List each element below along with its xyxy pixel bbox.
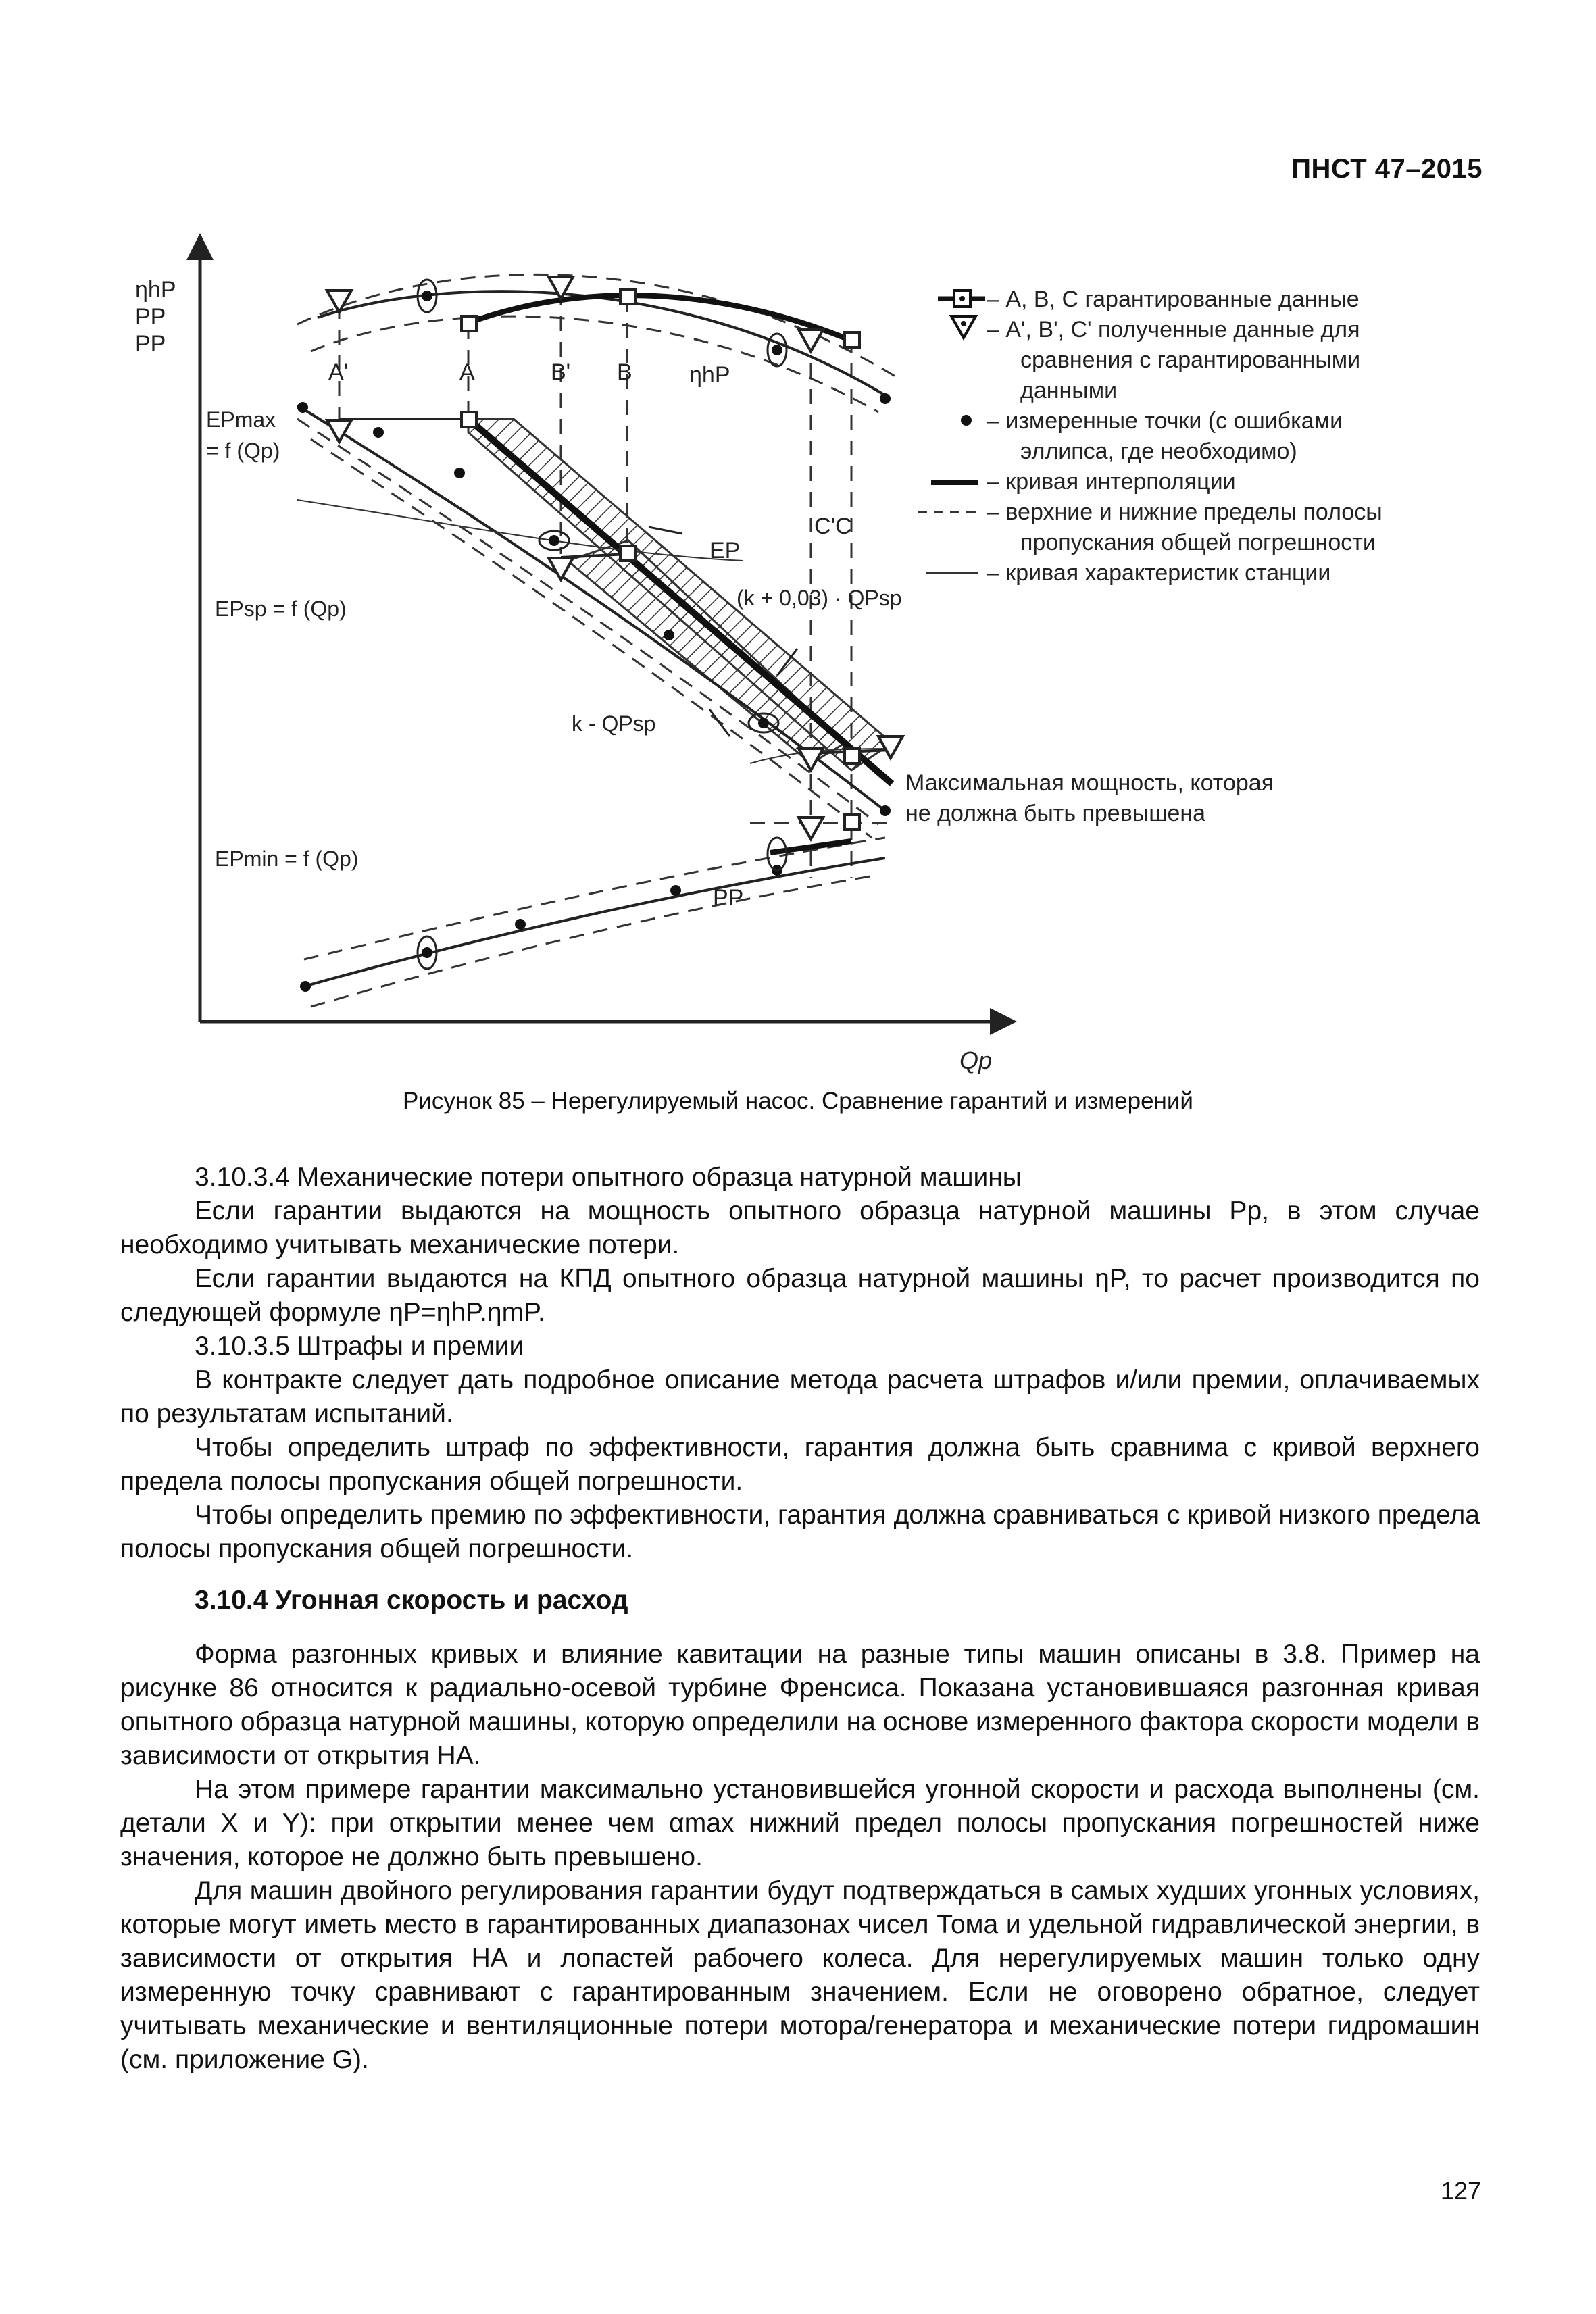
- paragraph-double-regulation: Для машин двойного регулирования гарантии будут подтверждаться в самых худших угонных условиях, которые могут иметь место в гарантированных диапазонах чисел Тома и удельной гидравлической энергии, в зависимости от открытия НА и лопастей рабочего колеса. Для нерегулируемых машин только одну измеренную точку сравнивают с гарантированным значением. Если не оговорено обратное, следует учитывать механические и вентиляционные потери мотора/генератора и механические потери гидромашин (см. приложение G).: [120, 1876, 1480, 2074]
- label-etahp: ηhP: [689, 362, 730, 388]
- label-emax-1: EPmax: [206, 407, 276, 432]
- paragraph-runaway-curves: Форма разгонных кривых и влияние кавитации на разные типы машин описаны в 3.8. Пример на рисунке 86 относится к радиально-осевой турбине Френсиса. Показана установившаяся разгонная кривая опытного образца натурной машины, которую определили на основе измеренного фактора скорости модели в зависимости от открытия НА.: [120, 1640, 1480, 1770]
- legend-symbols: [918, 291, 985, 573]
- etahp-interpolation: [468, 295, 848, 339]
- x-axis-label: Qp: [959, 1047, 993, 1074]
- label-b: B: [617, 359, 632, 385]
- axes: [200, 247, 1003, 1022]
- pump-power-curves: [304, 838, 885, 1007]
- power-band: [297, 405, 892, 838]
- label-pp: PP: [713, 885, 744, 911]
- max-power-note-1: Максимальная мощность, которая: [905, 770, 1274, 796]
- y-label-3: PP: [135, 331, 166, 357]
- label-b-prime: B': [551, 359, 571, 385]
- y-label-1: ηhP: [135, 277, 176, 303]
- legend-square-symbol: [938, 291, 985, 307]
- legend-line-1: – А, В, С гарантированные данные: [987, 286, 1360, 312]
- legend-line-5: – измеренные точки (с ошибками: [987, 408, 1343, 434]
- legend-line-6: эллипса, где необходимо): [1020, 438, 1297, 464]
- label-kq: k - QPsp: [572, 711, 656, 736]
- legend-line-7: – кривая интерполяции: [987, 469, 1236, 495]
- measured-points: [297, 289, 891, 992]
- label-emin: EPmin = f (Qp): [215, 847, 359, 871]
- label-ep: EP: [709, 538, 741, 563]
- pp-measured-curve: [304, 858, 885, 986]
- label-emax-2: = f (Qp): [206, 438, 280, 463]
- station-curve-upper: [297, 500, 743, 561]
- page-number: 127: [1440, 2177, 1481, 2205]
- paragraph-penalty-efficiency: Чтобы определить штраф по эффективности, гарантия должна быть сравнима с кривой верхнего предела полосы пропускания общей погрешности.: [120, 1433, 1480, 1496]
- paragraph-mech-losses-efficiency: Если гарантии выдаются на КПД опытного образца натурной машины ηP, то расчет производится по следующей формуле ηP=ηhP.ηmP.: [120, 1264, 1480, 1327]
- label-k003: (k + 0,03) · QPsp: [737, 586, 902, 610]
- standard-header: ПНСТ 47–2015: [1291, 154, 1482, 184]
- paragraph-mech-losses-power: Если гарантии выдаются на мощность опытного образца натурной машины Pp, в этом случае необходимо учитывать механические потери.: [120, 1197, 1480, 1259]
- subsection-3-10-3-5: 3.10.3.5 Штрафы и премии: [195, 1332, 524, 1361]
- label-a-prime: A': [328, 359, 349, 385]
- paragraph-penalties-contract: В контракте следует дать подробное описание метода расчета штрафов и/или премии, оплачиваемых по результатам испытаний.: [120, 1365, 1480, 1428]
- label-esp: EPsp = f (Qp): [215, 597, 347, 621]
- paragraph-bonus-efficiency: Чтобы определить премию по эффективности, гарантия должна сравниваться с кривой низкого предела полосы пропускания общей погрешности.: [120, 1501, 1480, 1563]
- legend-line-9: пропускания общей погрешности: [1020, 530, 1376, 555]
- legend-line-3: сравнения с гарантированными: [1020, 347, 1361, 373]
- etahp-measured-curve: [318, 291, 885, 395]
- pp-upper-dashed: [304, 838, 885, 959]
- legend-line-4: данными: [1020, 378, 1118, 403]
- label-a: A: [459, 359, 475, 385]
- legend-line-8: – верхние и нижние пределы полосы: [987, 499, 1382, 525]
- figure-85: [0, 0, 1596, 1081]
- max-power-note-2: не должна быть превышена: [905, 801, 1206, 826]
- legend-triangle-symbol: [951, 316, 976, 338]
- label-cc: C'C: [814, 513, 852, 539]
- figure-caption: Рисунок 85 – Нерегулируемый насос. Сравнение гарантий и измерений: [403, 1088, 1193, 1114]
- body-text: [120, 1161, 1480, 2077]
- y-label-2: PP: [135, 304, 166, 330]
- paragraph-runaway-example: На этом примере гарантии максимально установившейся угонной скорости и расхода выполнены (см. детали X и Y): при открытии менее чем αmax нижний предел полосы пропускания погрешностей ниже значения, которое не должно быть превышено.: [120, 1775, 1480, 1871]
- legend-line-2: – А', В', С' полученные данные для: [987, 317, 1360, 343]
- legend-line-10: – кривая характеристик станции: [987, 560, 1331, 586]
- legend-point-symbol: [961, 415, 972, 426]
- etahp-lower-band: [311, 316, 878, 412]
- pp-lower-dashed: [311, 875, 878, 1007]
- section-heading-3-10-4: 3.10.4 Угонная скорость и расход: [195, 1586, 628, 1615]
- subsection-3-10-3-4: 3.10.3.4 Механические потери опытного образца натурной машины: [195, 1163, 1022, 1192]
- ep-upper-dashed: [297, 419, 878, 824]
